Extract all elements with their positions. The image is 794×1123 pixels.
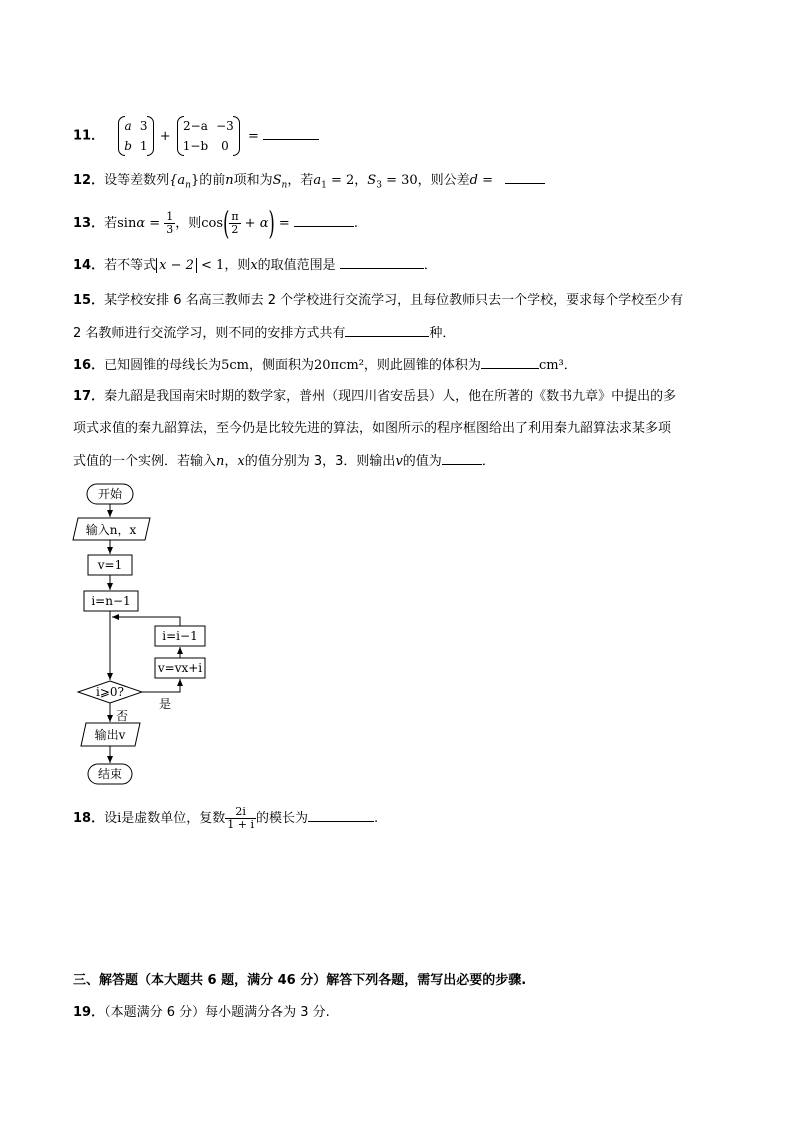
absolute-value: x − 2	[156, 258, 197, 273]
yes-label: 是	[158, 697, 172, 711]
init-v-label: v=1	[97, 558, 123, 572]
question-18: 18．设i是虚数单位，复数 $\frac{2i}{1 + i}$ 的模长为 .	[73, 805, 379, 831]
fraction-one-third: $\frac{1}{3}$	[166, 210, 174, 236]
section-3-heading: 三、解答题（本大题共 6 题，满分 46 分）解答下列各题，需写出必要的步骤.	[73, 973, 527, 988]
question-15-line-2: 2 名教师进行交流学习，则不同的安排方式共有 种．	[73, 326, 456, 341]
question-number: 11．	[73, 128, 105, 144]
question-17-line-3: 式值的一个实例．若输入n，x的值分别为 3，3．则输出v的值为 ．	[73, 454, 495, 469]
matrix-b: 2−a −3 1−b 0	[179, 116, 238, 156]
question-13: 13．若sinα = $\frac{1}{3}$ ，则cos( $\frac{\pi}{2}$ + α) = .	[73, 203, 359, 242]
question-16: 16．已知圆锥的母线长为5cm，侧面积为20πcm²，则此圆锥的体积为 cm³．	[73, 358, 577, 373]
question-number: 16．	[73, 358, 105, 373]
question-15-line-1: 15．某学校安排 6 名高三教师去 2 个学校进行交流学习，且每位教师只去一个学校，要求每个学校至少有	[73, 293, 684, 308]
question-number: 19．	[73, 1005, 105, 1020]
start-label: 开始	[97, 487, 123, 501]
fraction-pi-half: $\frac{\pi}{2}$	[231, 210, 239, 236]
plus-sign: +	[159, 128, 171, 144]
answer-blank[interactable]	[308, 809, 374, 822]
decrement-i-label: i=i−1	[162, 629, 198, 643]
output-label: 输出v	[94, 728, 126, 742]
question-number: 18．	[73, 811, 105, 826]
input-label: 输入n，x	[85, 523, 137, 537]
condition-label: i⩾0?	[96, 685, 124, 699]
init-i-label: i=n−1	[91, 594, 131, 608]
question-number: 15．	[73, 293, 105, 308]
no-label: 否	[115, 709, 129, 723]
question-17-line-2: 项式求值的秦九韶算法，至今仍是比较先进的算法，如图所示的程序框图给出了利用秦九韶算法求某多项	[73, 421, 672, 436]
question-number: 17．	[73, 389, 105, 404]
question-number: 14．	[73, 258, 105, 273]
matrix-a: a 3 b 1	[120, 116, 151, 156]
question-11: 11． a 3 b 1 + 2−a −3 1−b 0 =	[73, 116, 319, 156]
update-v-label: v=vx+i	[157, 661, 203, 675]
question-12: 12．设等差数列$\{a_n\}$的前n项和为$S_n$，若$a_1 = 2$，$S_3 = 30$，则公差d =	[73, 171, 545, 195]
question-17-line-1: 17．秦九韶是我国南宋时期的数学家，普州（现四川省安岳县）人，他在所著的《数书九章》中提出的多	[73, 389, 677, 404]
question-14: 14．若不等式 x − 2 < 1，则x的取值范围是 ．	[73, 258, 437, 273]
question-number: 13．	[73, 216, 105, 231]
fraction-2i-over-1-plus-i: $\frac{2i}{1 + i}$	[227, 805, 255, 831]
question-number: 12．	[73, 173, 105, 188]
question-19: 19．（本题满分 6 分）每小题满分各为 3 分.	[73, 1005, 330, 1020]
end-label: 结束	[97, 767, 123, 781]
